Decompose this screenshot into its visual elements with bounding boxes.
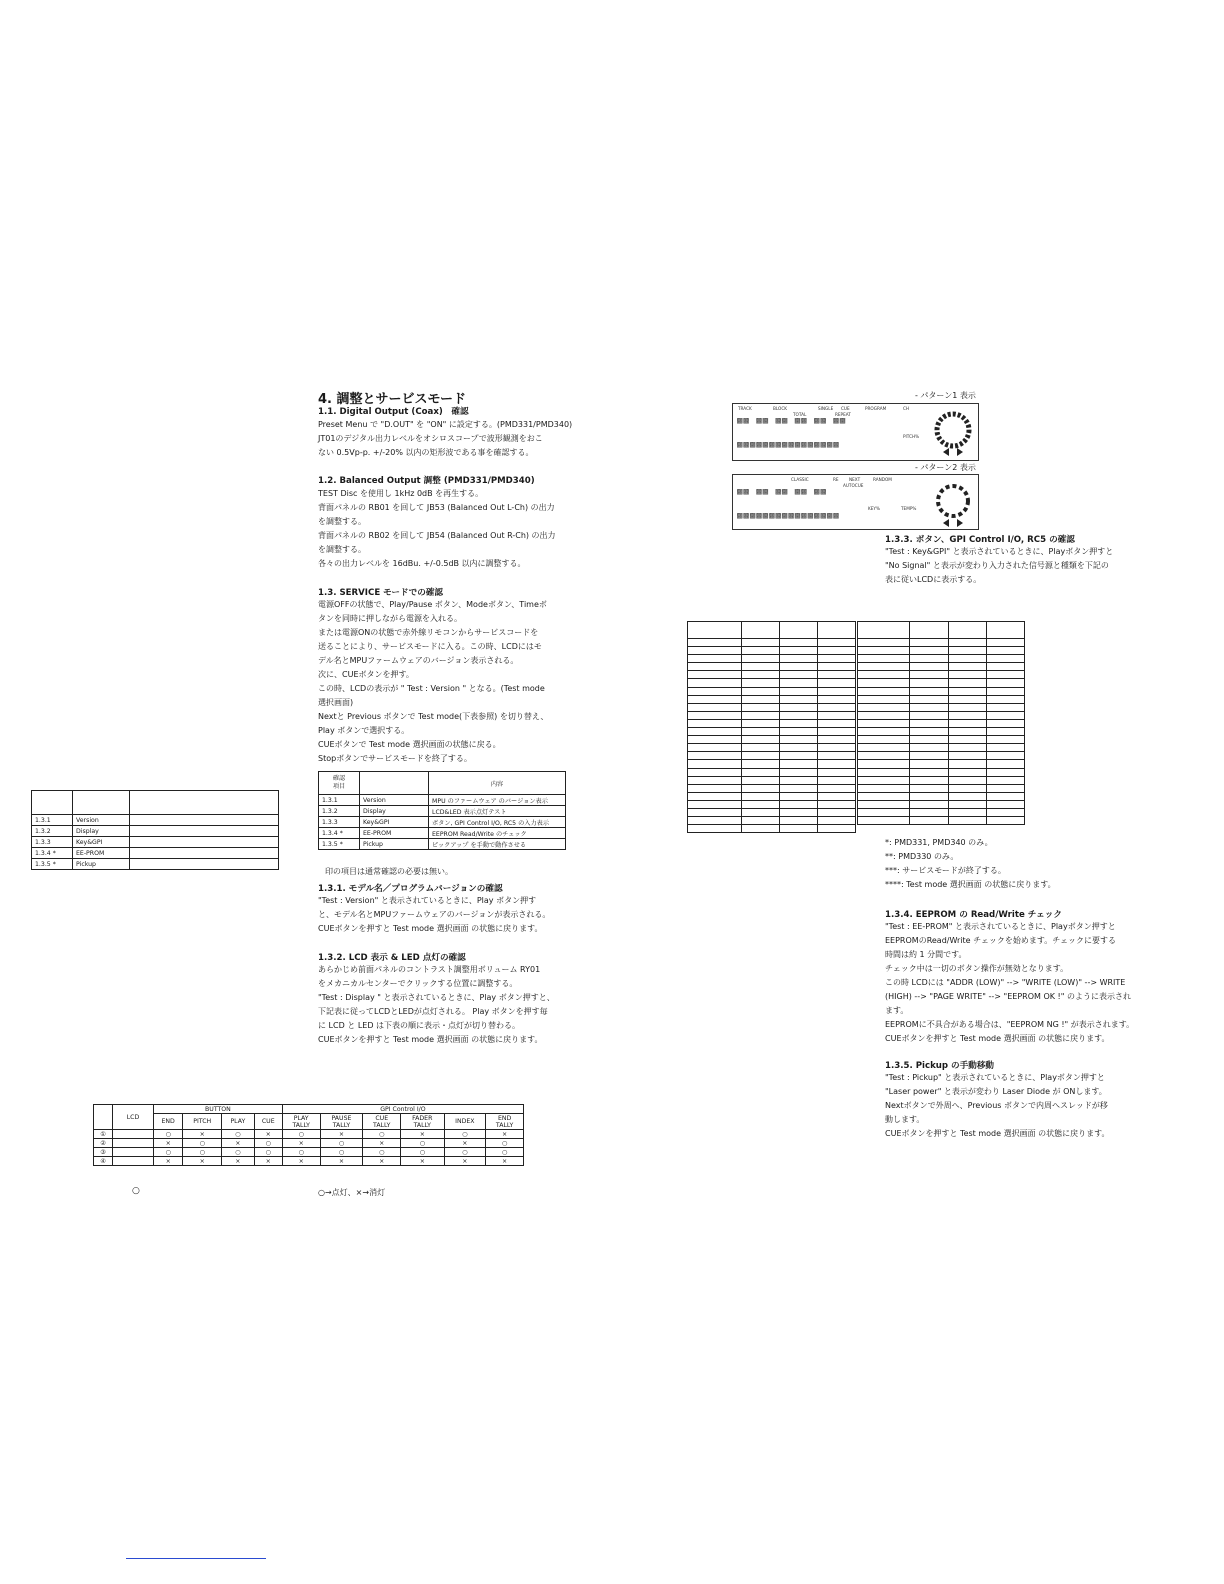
led-state-cell: × <box>254 1157 282 1166</box>
led-state-cell: ○ <box>254 1148 282 1157</box>
heading-1-2: 1.2. Balanced Output 調整 (PMD331/PMD340) <box>318 476 535 486</box>
led-state-cell: ○ <box>282 1148 320 1157</box>
led-state-cell: ○ <box>486 1148 524 1157</box>
left-table-cell: EE-PROM <box>73 848 130 859</box>
led-state-cell: ○ <box>222 1130 254 1139</box>
table-row <box>94 1148 524 1157</box>
led-state-cell: ○ <box>401 1148 444 1157</box>
led-state-cell: ○ <box>183 1148 222 1157</box>
table-row <box>858 671 1025 679</box>
led-state-cell: × <box>183 1130 222 1139</box>
heading-1-3-2: 1.3.2. LCD 表示 & LED 点灯の確認 <box>318 953 466 963</box>
table-row <box>858 800 1025 808</box>
link-underline[interactable] <box>126 1558 266 1559</box>
test-mode-table: 確認 項目 内容 1.3.1 Version MPU のファームウェア のバージョン表示 1.3.2 Display LCD&LED 表示点灯テスト 1.3.3 Key&GPI ボタン, GPI Control I/O, RC5 の入力表示 1.3.4 * EE-PROM EEPROM Read/Write のチェック 1.3.5 * Pickup ピックアップ を手動で動作させる <box>318 771 566 850</box>
row-id: ③ <box>94 1148 113 1157</box>
left-test-table <box>31 790 279 870</box>
table-row <box>858 663 1025 671</box>
left-table-cell: 1.3.2 <box>32 826 73 837</box>
led-col-header: PLAY TALLY <box>282 1114 320 1130</box>
led-state-cell: × <box>320 1130 363 1139</box>
table-row <box>688 808 856 816</box>
led-col-header: CUE <box>254 1114 282 1130</box>
table-row <box>858 784 1025 792</box>
led-state-cell: × <box>320 1157 363 1166</box>
table-row <box>858 695 1025 703</box>
lcd-pattern-1: TRACK BLOCK TOTAL SINGLE CUE REPEAT PROGRAM CH PITCH% ▩▩ ▩▩ ▩▩ ▩▩ ▩▩ ▩▩ ▩▩▩▩▩▩▩▩▩▩▩▩▩▩▩▩ <box>732 403 979 461</box>
table-row <box>858 817 1025 825</box>
table-row <box>688 719 856 727</box>
heading-1-3-3: 1.3.3. ボタン、GPI Control I/O, RC5 の確認 <box>885 535 1075 545</box>
paragraph-1-3-2: あらかじめ前面パネルのコントラスト調整用ボリューム RY01 をメカニカルセンターでクリックする位置に調整する。 "Test : Display " と表示されているときに、Play ボタン押すと、 下記表に従ってLCDとLEDが点灯される。 Play ボタンを押す毎 に LCD と LED は下表の順に表示・点灯が切り替わる。 CUEボタンを押すと Test mode 選択画面 の状態に戻ります。 <box>318 965 555 1044</box>
led-col-header: END TALLY <box>486 1114 524 1130</box>
table-row <box>858 703 1025 711</box>
led-state-cell: × <box>363 1139 401 1148</box>
heading-1-3: 1.3. SERVICE モードでの確認 <box>318 588 443 598</box>
table-row <box>688 639 856 647</box>
led-col-header: FADER TALLY <box>401 1114 444 1130</box>
table-row <box>858 736 1025 744</box>
row-id: ④ <box>94 1157 113 1166</box>
led-state-cell: ○ <box>320 1139 363 1148</box>
table-row <box>858 760 1025 768</box>
led-state-cell: × <box>401 1130 444 1139</box>
table-row <box>688 703 856 711</box>
lcd-pattern-2: CLASSIC RE NEXT RANDOM AUTOCUE KEY% TEMP% ▩▩ ▩▩ ▩▩ ▩▩ ▩▩ ▩▩▩▩▩▩▩▩▩▩▩▩▩▩▩▩ <box>732 474 979 530</box>
led-state-cell: ○ <box>282 1130 320 1139</box>
table-row <box>858 647 1025 655</box>
table-row <box>688 622 856 639</box>
heading-1-3-4: 1.3.4. EEPROM の Read/Write チェック <box>885 910 1062 920</box>
table-row <box>688 825 856 833</box>
led-state-cell: ○ <box>444 1130 486 1139</box>
led-state-cell: ○ <box>254 1139 282 1148</box>
led-state-cell: ○ <box>154 1148 183 1157</box>
table-row <box>94 1139 524 1148</box>
table-row <box>688 728 856 736</box>
table-row <box>688 760 856 768</box>
table-row <box>688 663 856 671</box>
legend: ○→点灯、×→消灯 <box>318 1188 386 1197</box>
led-state-cell: ○ <box>183 1139 222 1148</box>
row-id: ② <box>94 1139 113 1148</box>
table-row <box>688 671 856 679</box>
table-row <box>688 744 856 752</box>
left-table-cell: 1.3.4 * <box>32 848 73 859</box>
table-row <box>688 687 856 695</box>
footnotes: *: PMD331, PMD340 のみ。 **: PMD330 のみ。 ***: サービスモードが終了する。 ****: Test mode 選択画面 の状態に戻ります。 <box>885 838 1056 889</box>
led-state-cell: ○ <box>401 1139 444 1148</box>
section-title: 4. 調整とサービスモード <box>318 392 466 407</box>
table-row <box>858 711 1025 719</box>
heading-1-3-1: 1.3.1. モデル名／プログラムバージョンの確認 <box>318 884 503 894</box>
table-row <box>858 728 1025 736</box>
led-state-cell: × <box>444 1157 486 1166</box>
led-state-cell: ○ <box>486 1139 524 1148</box>
left-table-cell: Version <box>73 815 130 826</box>
led-state-cell: × <box>222 1139 254 1148</box>
led-state-cell: × <box>486 1130 524 1139</box>
table-row <box>858 622 1025 639</box>
led-col-header: PLAY <box>222 1114 254 1130</box>
led-state-cell: × <box>486 1157 524 1166</box>
pattern2-label: - パターン2 表示 <box>915 463 976 472</box>
row-id: ① <box>94 1130 113 1139</box>
table-row <box>688 817 856 825</box>
table-row <box>688 647 856 655</box>
heading-1-1: 1.1. Digital Output (Coax) 確認 <box>318 407 469 417</box>
table-row <box>688 768 856 776</box>
led-state-cell: ○ <box>444 1148 486 1157</box>
left-table-cell: 1.3.5 * <box>32 859 73 870</box>
jog-dial-icon <box>931 408 975 456</box>
paragraph-1-3-5: "Test : Pickup" と表示されているときに、Playボタン押すと "Laser power" と表示が変わり Laser Diode が ONします。 Nextボタンで外周へ、Previous ボタンで内周へスレッドが移 動します。 CUEボタンを押すと Test mode 選択画面 の状態に戻ります。 <box>885 1073 1110 1138</box>
table-note: 印の項目は通常確認の必要は無い。 <box>325 867 453 876</box>
led-state-cell: × <box>154 1139 183 1148</box>
pattern1-label: - パターン1 表示 <box>915 391 976 400</box>
paragraph-1-3-4: "Test : EE-PROM" と表示されているときに、Playボタン押すと EEPROMのRead/Write チェックを始めます。チェックに要する 時間は約 1 分間です。 チェック中は一切のボタン操作が無効となります。 この時 LCDには "ADDR (LOW)" --> "WRITE (LOW)" --> WRITE (HIGH) --> "PAGE WRITE" --> "EEPROM OK !" のように表示され ます。 EEPROMに不具合がある場合は、"EEPROM NG !" が表示されます。 CUEボタンを押すと Test mode 選択画面 の状態に戻ります。 <box>885 922 1135 1043</box>
led-state-cell: ○ <box>363 1148 401 1157</box>
paragraph-1-3-3: "Test : Key&GPI" と表示されているときに、Playボタン押すと "No Signal" と表示が変わり入力された信号源と種類を下記の 表に従いLCDに表示する。 <box>885 547 1114 584</box>
table-row <box>858 776 1025 784</box>
table-row <box>688 679 856 687</box>
led-state-cell: × <box>154 1157 183 1166</box>
table-row <box>858 792 1025 800</box>
table-row <box>688 711 856 719</box>
table-row <box>858 679 1025 687</box>
table-row <box>858 719 1025 727</box>
table-row <box>858 752 1025 760</box>
table-row <box>688 655 856 663</box>
lcd-led-table: LCD BUTTON GPI Control I/O END PITCH PLAY CUE PLAY TALLY PAUSE TALLY CUE TALLY FADER TALLY INDEX END TALLY ① ○ × ○ × ○ × ○ × ○ × ② × ○ × ○ × ○ × ○ × ○ ③ ○ ○ ○ ○ ○ ○ ○ ○ ○ ○ ④ × × × × × × × × × × <box>93 1104 524 1166</box>
table-row <box>688 752 856 760</box>
led-state-cell: × <box>401 1157 444 1166</box>
paragraph-1-3: 電源OFFの状態で、Play/Pause ボタン、Modeボタン、Timeボ タンを同時に押しながら電源を入れる。 または電源ONの状態で赤外線リモコンからサービスコードを 送ることにより、サービスモードに入る。この時、LCDにはモ デル名とMPUファームウェアのバージョン表示される。 次に、CUEボタンを押す。 この時、LCDの表示が " Test : Version " となる。(Test mode 選択画面) Nextと Previous ボタンで Test mode(下表参照) を切り替え、 Play ボタンで選択する。 CUEボタンで Test mode 選択画面の状態に戻る。 Stopボタンでサービスモードを終了する。 <box>318 600 549 763</box>
table-row <box>688 784 856 792</box>
led-state-cell: × <box>444 1139 486 1148</box>
led-state-cell: × <box>254 1130 282 1139</box>
table-row <box>94 1130 524 1139</box>
paragraph-1-3-1: "Test : Version" と表示されているときに、Play ボタン押す と、モデル名とMPUファームウェアのバージョンが表示される。 CUEボタンを押すと Test mode 選択画面 の状態に戻ります。 <box>318 896 551 933</box>
led-state-cell: ○ <box>222 1148 254 1157</box>
led-state-cell: × <box>183 1157 222 1166</box>
table-row <box>688 792 856 800</box>
left-table-cell: 1.3.3 <box>32 837 73 848</box>
led-state-cell: × <box>282 1157 320 1166</box>
led-state-cell: × <box>363 1157 401 1166</box>
table-row <box>688 776 856 784</box>
paragraph-1-1: Preset Menu で "D.OUT" を "ON" に設定する。(PMD331/PMD340) JT01のデジタル出力レベルをオシロスコープで波形観測をおこ ない 0.5Vp-p. +/-20% 以内の矩形波である事を確認する。 <box>318 420 573 457</box>
table-row <box>94 1157 524 1166</box>
table-row <box>858 687 1025 695</box>
left-table-cell: Pickup <box>73 859 130 870</box>
led-state-cell: ○ <box>154 1130 183 1139</box>
table-row <box>858 768 1025 776</box>
led-state-cell: × <box>222 1157 254 1166</box>
led-state-cell: ○ <box>363 1130 401 1139</box>
led-col-header: INDEX <box>444 1114 486 1130</box>
table-row <box>688 736 856 744</box>
led-state-cell: ○ <box>320 1148 363 1157</box>
table-row <box>688 800 856 808</box>
table-row <box>858 808 1025 816</box>
table-row <box>688 695 856 703</box>
jog-dial-icon <box>931 479 975 527</box>
lit-symbol: ○ <box>132 1186 140 1196</box>
led-col-header: PITCH <box>183 1114 222 1130</box>
left-table-cell: Key&GPI <box>73 837 130 848</box>
led-col-header: CUE TALLY <box>363 1114 401 1130</box>
heading-1-3-5: 1.3.5. Pickup の手動移動 <box>885 1061 995 1071</box>
paragraph-1-2: TEST Disc を使用し 1kHz 0dB を再生する。 背面パネルの RB01 を回して JB53 (Balanced Out L-Ch) の出力 を調整する。 背面パネルの RB02 を回して JB54 (Balanced Out R-Ch) の出力 を調整する。 各々の出力レベルを 16dBu. +/-0.5dB 以内に調整する。 <box>318 489 556 568</box>
table-row <box>858 655 1025 663</box>
table-row <box>858 639 1025 647</box>
table-row <box>858 744 1025 752</box>
left-table-cell: 1.3.1 <box>32 815 73 826</box>
led-col-header: END <box>154 1114 183 1130</box>
led-state-cell: × <box>282 1139 320 1148</box>
led-col-header: PAUSE TALLY <box>320 1114 363 1130</box>
left-table-cell: Display <box>73 826 130 837</box>
